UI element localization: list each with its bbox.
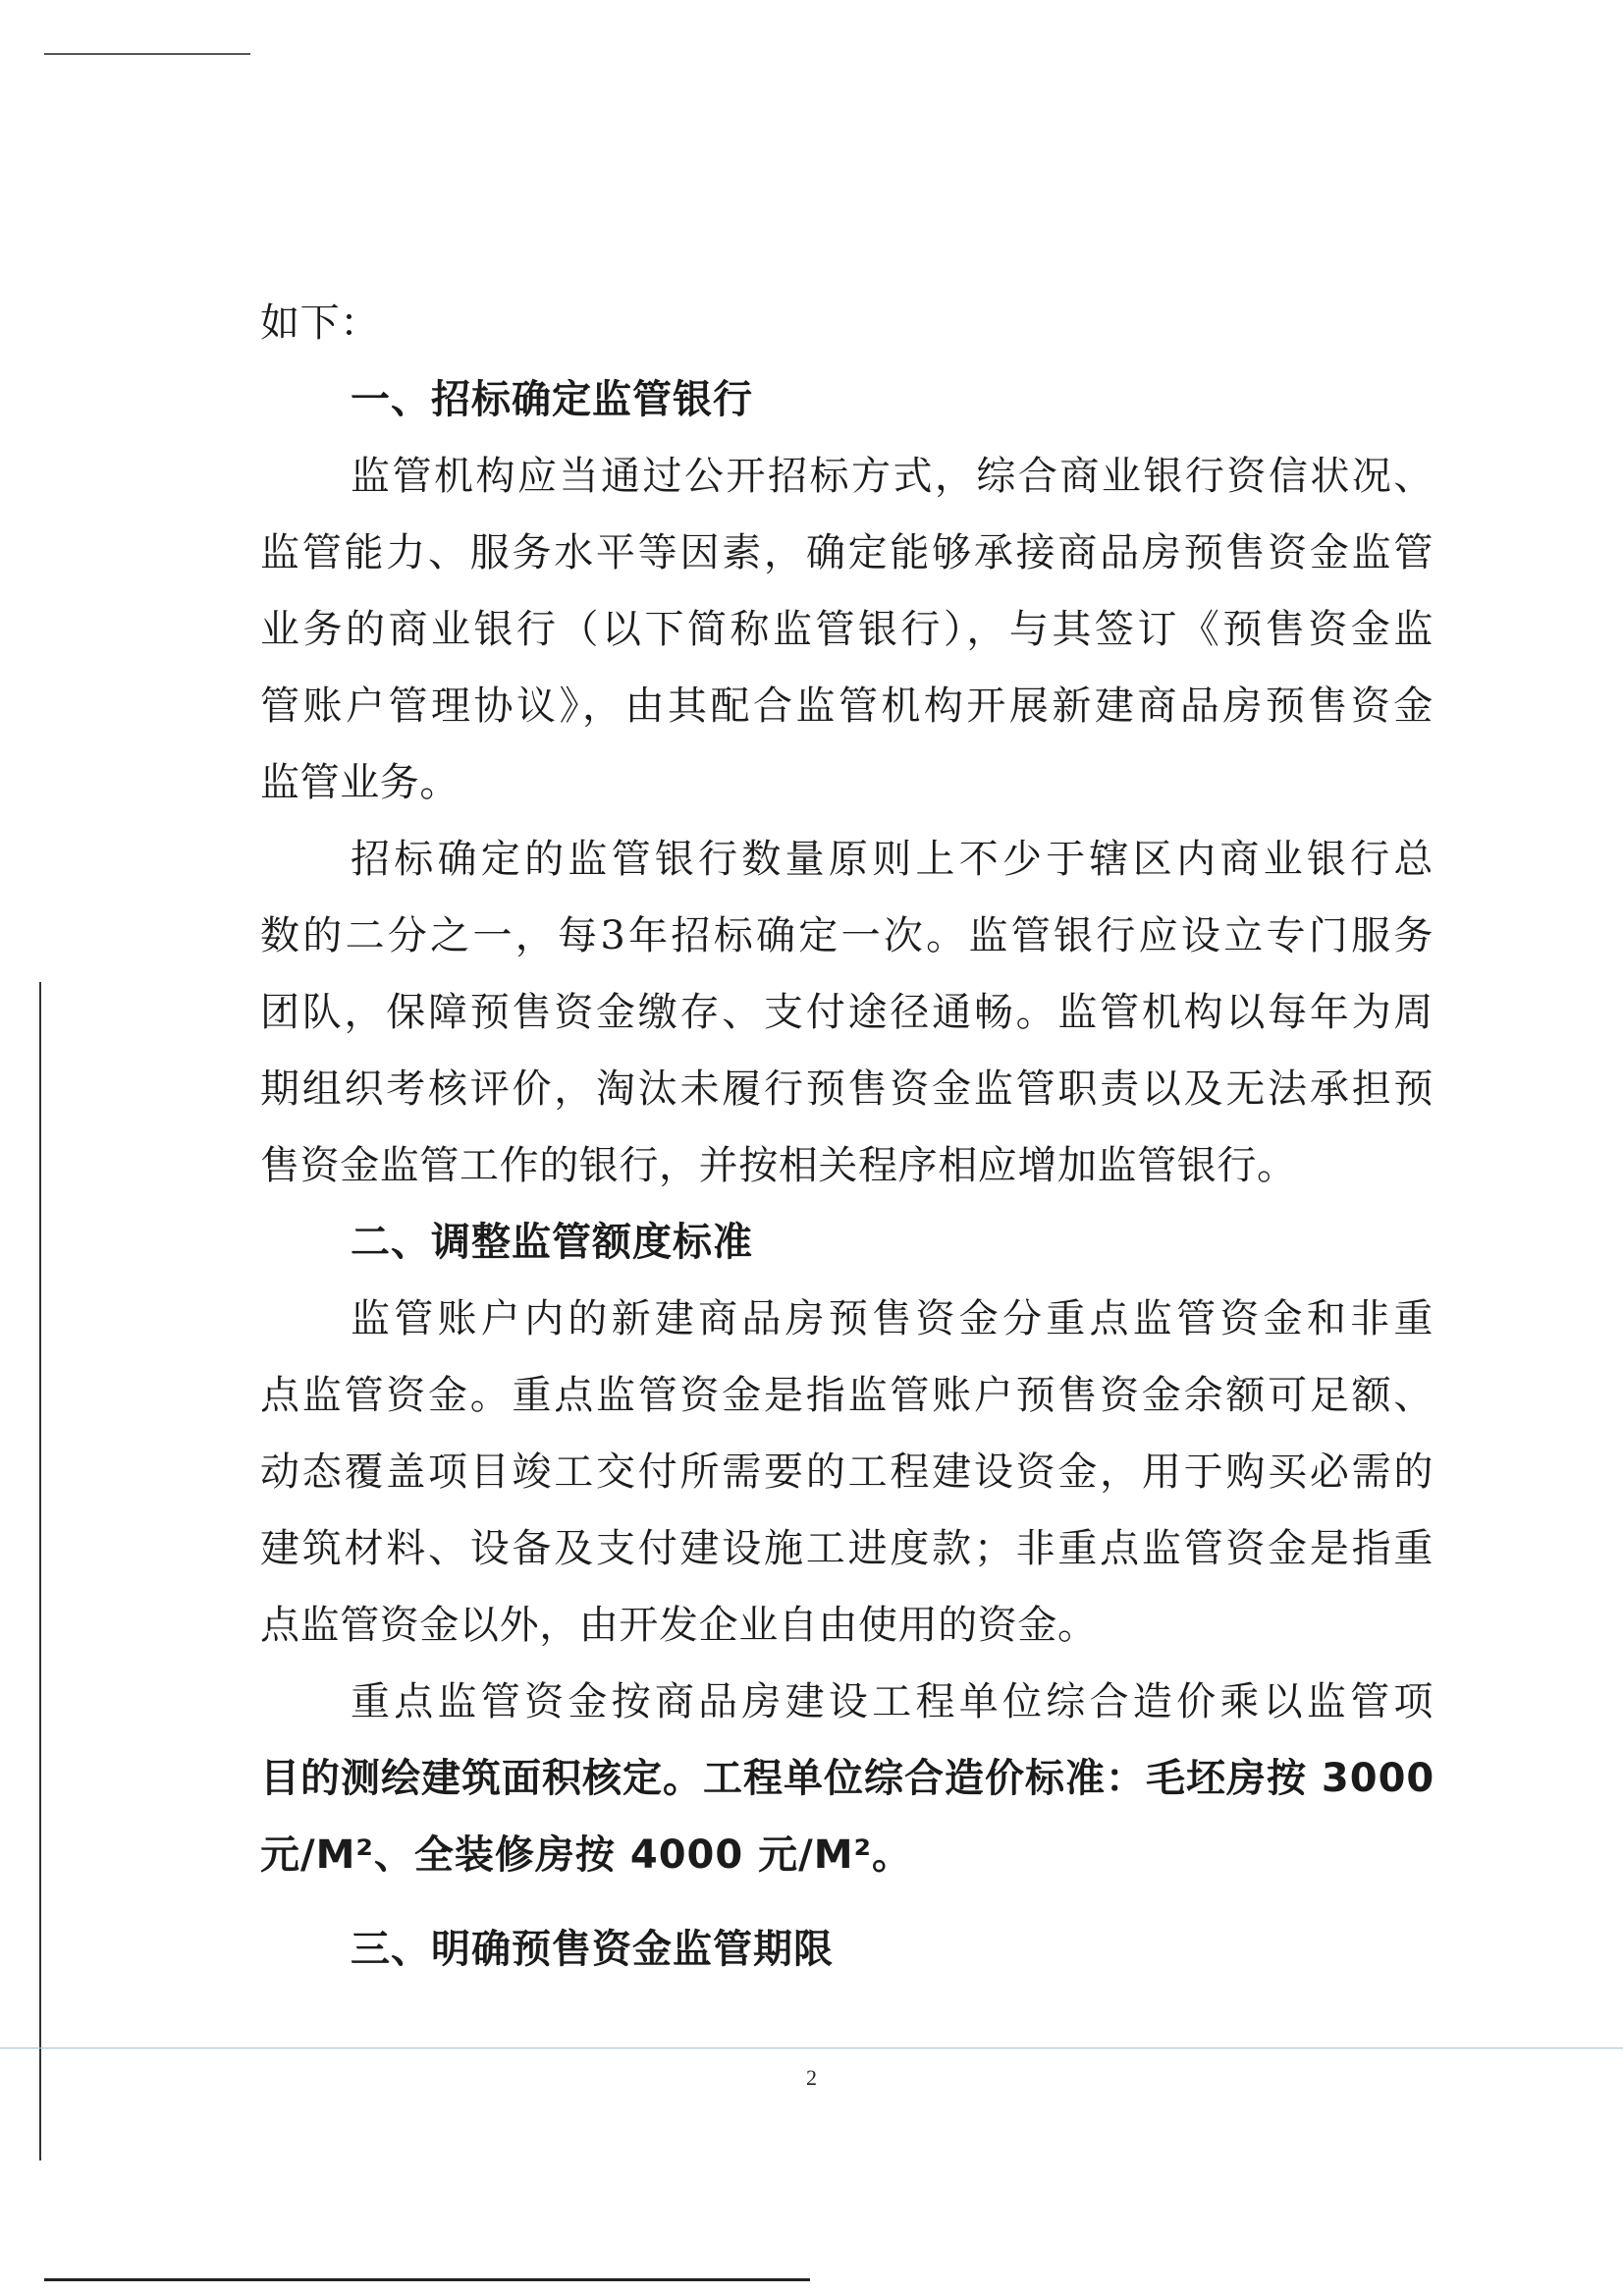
paragraph-1-line-5: 监管业务。 [260, 760, 460, 805]
page-number: 2 [806, 2065, 817, 2090]
paragraph-3-line-5: 点监管资金以外，由开发企业自由使用的资金。 [260, 1603, 1098, 1648]
page-separator-line [0, 2048, 1623, 2049]
paragraph-1-line-1: 监管机构应当通过公开招标方式，综合商业银行资信状况、 [351, 454, 1434, 499]
paragraph-3-line-2: 点监管资金。重点监管资金是指监管账户预售资金余额可足额、 [260, 1373, 1434, 1418]
paragraph-1-line-3: 业务的商业银行（以下简称监管银行），与其签订《预售资金监 [260, 607, 1434, 652]
section-heading-3: 三、明确预售资金监管期限 [351, 1927, 834, 1972]
scan-bottom-rule [44, 2278, 810, 2281]
intro-line: 如下： [260, 301, 380, 346]
paragraph-4-line-1: 重点监管资金按商品房建设工程单位综合造价乘以监管项 [351, 1679, 1434, 1724]
paragraph-2-line-1: 招标确定的监管银行数量原则上不少于辖区内商业银行总 [351, 837, 1434, 882]
paragraph-2-line-5: 售资金监管工作的银行，并按相关程序相应增加监管银行。 [260, 1143, 1297, 1188]
paragraph-4-line-2: 目的测绘建筑面积核定。工程单位综合造价标准：毛坯房按 3000 [260, 1756, 1435, 1801]
section-heading-2: 二、调整监管额度标准 [351, 1220, 753, 1265]
section-gap [260, 1893, 1434, 1911]
section-heading-1: 一、招标确定监管银行 [351, 377, 753, 422]
scan-left-margin-line [39, 982, 41, 2160]
document-body [260, 285, 1434, 1988]
paragraph-1-line-2: 监管能力、服务水平等因素，确定能够承接商品房预售资金监管 [260, 530, 1434, 575]
paragraph-3-line-1: 监管账户内的新建商品房预售资金分重点监管资金和非重 [351, 1296, 1434, 1341]
paragraph-2-line-4: 期组织考核评价，淘汰未履行预售资金监管职责以及无法承担预 [260, 1066, 1434, 1112]
paragraph-4-line-3: 元/M²、全装修房按 4000 元/M²。 [260, 1832, 913, 1878]
paragraph-3-line-3: 动态覆盖项目竣工交付所需要的工程建设资金，用于购买必需的 [260, 1449, 1434, 1495]
paragraph-2-line-2: 数的二分之一，每3年招标确定一次。监管银行应设立专门服务 [260, 913, 1434, 958]
paragraph-3-line-4: 建筑材料、设备及支付建设施工进度款；非重点监管资金是指重 [260, 1526, 1434, 1571]
paragraph-2-line-3: 团队，保障预售资金缴存、支付途径通畅。监管机构以每年为周 [260, 990, 1434, 1035]
scan-top-rule [44, 53, 250, 55]
paragraph-1-line-4: 管账户管理协议》，由其配合监管机构开展新建商品房预售资金 [260, 683, 1434, 729]
